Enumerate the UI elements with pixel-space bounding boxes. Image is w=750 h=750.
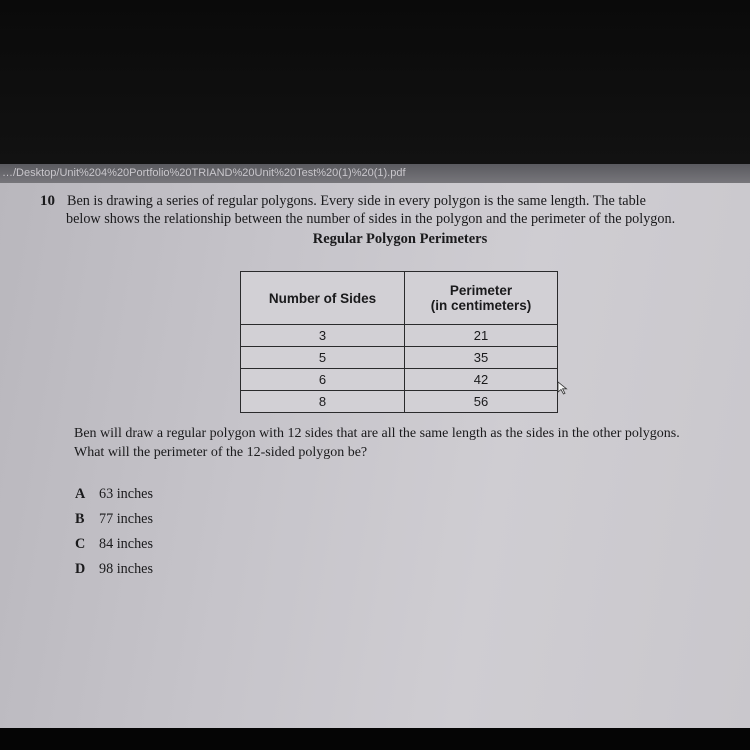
answer-choice-d[interactable]: [75, 561, 153, 578]
prompt-text-line-1: Ben will draw a regular polygon with 12 sides that are all the same length as the sides in the other polygons.: [74, 426, 680, 441]
address-text: …/Desktop/Unit%204%20Portfolio%20TRIAND%20Unit%20Test%20(1)%20(1).pdf: [2, 167, 406, 179]
table-row: [241, 369, 558, 391]
dark-bottom-region: [0, 728, 750, 750]
question-text-line-1: Ben is drawing a series of regular polygons. Every side in every polygon is the same length. The table: [67, 193, 646, 209]
cell-sides: 8: [241, 391, 405, 413]
choice-letter: B: [75, 511, 85, 527]
cell-perimeter: 42: [405, 369, 558, 391]
answer-choice-b[interactable]: [75, 511, 153, 528]
header-perimeter-unit: (in centimeters): [430, 298, 532, 313]
cell-sides: 3: [241, 325, 405, 347]
question-text-line-2: below shows the relationship between the number of sides in the polygon and the perimeter of the polygon.: [66, 211, 676, 227]
cell-sides: 6: [241, 369, 405, 391]
table-row: [241, 325, 558, 347]
choice-letter: C: [75, 536, 86, 552]
table-row: [241, 347, 558, 369]
table-title: Regular Polygon Perimeters: [312, 231, 488, 247]
choice-text: 77 inches: [99, 511, 153, 527]
choice-letter: D: [75, 561, 86, 577]
header-perimeter-label: Perimeter: [449, 283, 513, 298]
polygon-perimeter-table: [240, 271, 558, 413]
cell-perimeter: 21: [405, 325, 558, 347]
browser-address-bar[interactable]: [0, 164, 750, 183]
cell-sides: 5: [241, 347, 405, 369]
cell-perimeter: 56: [405, 391, 558, 413]
question-number: 10: [40, 193, 55, 209]
answer-choice-c[interactable]: [75, 536, 153, 553]
table-row: [241, 391, 558, 413]
header-perimeter: [405, 272, 558, 325]
answer-choice-a[interactable]: [75, 486, 153, 503]
choice-text: 63 inches: [99, 486, 153, 502]
dark-top-region: [0, 0, 750, 166]
cell-perimeter: 35: [405, 347, 558, 369]
mouse-pointer-icon: [557, 381, 569, 395]
table-header-row: [241, 272, 558, 325]
choice-text: 98 inches: [99, 561, 153, 577]
header-number-of-sides: Number of Sides: [241, 272, 405, 325]
prompt-text-line-2: What will the perimeter of the 12-sided polygon be?: [74, 445, 368, 460]
choice-letter: A: [75, 486, 86, 502]
pdf-page: [0, 183, 750, 728]
choice-text: 84 inches: [99, 536, 153, 552]
